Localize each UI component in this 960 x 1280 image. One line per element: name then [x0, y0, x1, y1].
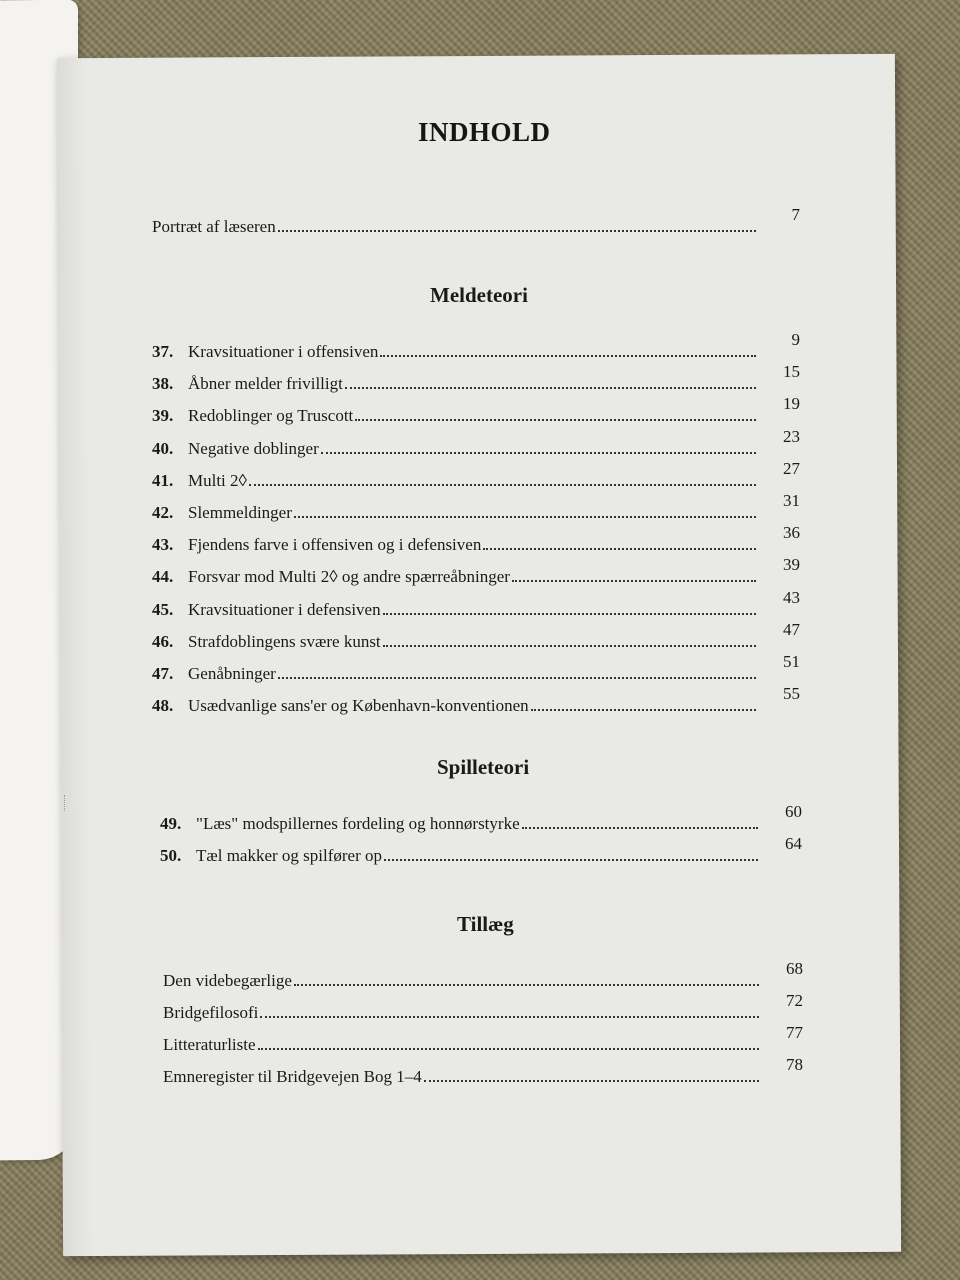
leader-dots [294, 516, 756, 518]
toc-page-number: 39 [783, 555, 800, 574]
toc-chapter-number: 37. [152, 342, 174, 361]
toc-label: Usædvanlige sans'er og København-konventionen [188, 696, 529, 715]
toc-row [152, 588, 800, 620]
toc-chapter-number: 49. [160, 814, 182, 833]
toc-label: Genåbninger [188, 664, 276, 683]
leader-dots [278, 677, 756, 679]
binding-holes [64, 795, 69, 811]
toc-row [163, 991, 803, 1023]
leader-dots [345, 387, 756, 389]
leader-dots [321, 452, 756, 454]
toc-chapter-number: 47. [152, 664, 174, 683]
toc-page-number: 43 [783, 588, 800, 607]
toc-chapter-number: 43. [152, 535, 174, 554]
toc-row [152, 459, 800, 491]
leader-dots [384, 859, 758, 861]
toc-row [163, 1055, 803, 1087]
toc-label: Den videbegærlige [163, 971, 292, 990]
leader-dots [278, 230, 756, 232]
toc-label: Negative doblinger [188, 439, 319, 458]
toc-label: Portræt af læseren [152, 217, 276, 236]
toc-page-number: 31 [783, 491, 800, 510]
toc-row [152, 394, 800, 426]
toc-label: Strafdoblingens svære kunst [188, 632, 381, 651]
section-heading-meldeteori: Meldeteori [430, 283, 528, 307]
leader-dots [355, 419, 756, 421]
toc-row [152, 555, 800, 587]
toc-chapter-number: 39. [152, 406, 174, 425]
leader-dots [531, 709, 756, 711]
toc-chapter-number: 46. [152, 632, 174, 651]
toc-label: Forsvar mod Multi 2◊ og andre spærreåbninger [188, 567, 510, 586]
toc-label: Redoblinger og Truscott [188, 406, 354, 425]
leader-dots [483, 548, 756, 550]
toc-page-number: 68 [786, 959, 803, 978]
toc-page-number: 55 [783, 684, 800, 703]
toc-page-number: 36 [783, 523, 800, 542]
toc-page-number: 47 [783, 620, 800, 639]
toc-page-number: 78 [786, 1055, 803, 1074]
toc-row [160, 834, 802, 866]
toc-page-number: 15 [783, 362, 800, 381]
toc-page-number: 23 [783, 427, 800, 446]
section-heading-tillaeg: Tillæg [457, 912, 514, 936]
toc-label: Tæl makker og spilfører op [196, 846, 383, 865]
toc-row [160, 802, 802, 834]
leader-dots [512, 580, 756, 582]
leader-dots [424, 1080, 759, 1082]
toc-row [152, 330, 800, 362]
toc-label: Litteraturliste [163, 1035, 256, 1054]
toc-chapter-number: 48. [152, 696, 174, 715]
toc-label: Kravsituationer i defensiven [188, 600, 381, 619]
leader-dots [383, 613, 756, 615]
toc-chapter-number: 42. [152, 503, 174, 522]
toc-page-number: 27 [783, 459, 800, 478]
toc-chapter-number: 41. [152, 471, 174, 490]
leader-dots [294, 984, 759, 986]
toc-row [163, 959, 803, 991]
toc-label: Emneregister til Bridgevejen Bog 1–4 [163, 1067, 422, 1086]
toc-page-number: 77 [786, 1023, 803, 1042]
leader-dots [522, 827, 758, 829]
page-title: INDHOLD [418, 117, 551, 147]
toc-page-number: 19 [783, 394, 800, 413]
leader-dots [383, 645, 756, 647]
toc-label: Åbner melder frivilligt [188, 374, 343, 393]
toc-row [152, 491, 800, 523]
toc-chapter-number: 50. [160, 846, 182, 865]
toc-label: "Læs" modspillernes fordeling og honnørstyrke [196, 814, 520, 833]
toc-chapter-number: 45. [152, 600, 174, 619]
toc-label: Multi 2◊ [188, 471, 247, 490]
toc-chapter-number: 40. [152, 439, 174, 458]
toc-row [163, 1023, 803, 1055]
toc-label: Bridgefilosofi [163, 1003, 259, 1022]
toc-row-intro [152, 205, 800, 237]
toc-page-number: 7 [791, 205, 800, 224]
toc-page-number: 64 [785, 834, 802, 853]
toc-row [152, 523, 800, 555]
leader-dots [380, 355, 756, 357]
section-heading-spilleteori: Spilleteori [437, 755, 530, 779]
toc-row [152, 362, 800, 394]
toc-chapter-number: 44. [152, 567, 174, 586]
toc-row [152, 427, 800, 459]
leader-dots [249, 484, 756, 486]
toc-label: Kravsituationer i offensiven [188, 342, 379, 361]
leader-dots [260, 1016, 759, 1018]
toc-label: Slemmeldinger [188, 503, 292, 522]
toc-page-number: 72 [786, 991, 803, 1010]
toc-page-number: 51 [783, 652, 800, 671]
toc-row [152, 620, 800, 652]
toc-page-number: 9 [791, 330, 800, 349]
leader-dots [258, 1048, 759, 1050]
toc-chapter-number: 38. [152, 374, 174, 393]
toc-row [152, 684, 800, 716]
toc-page-number: 60 [785, 802, 802, 821]
toc-row [152, 652, 800, 684]
toc-label: Fjendens farve i offensiven og i defensiven [188, 535, 482, 554]
